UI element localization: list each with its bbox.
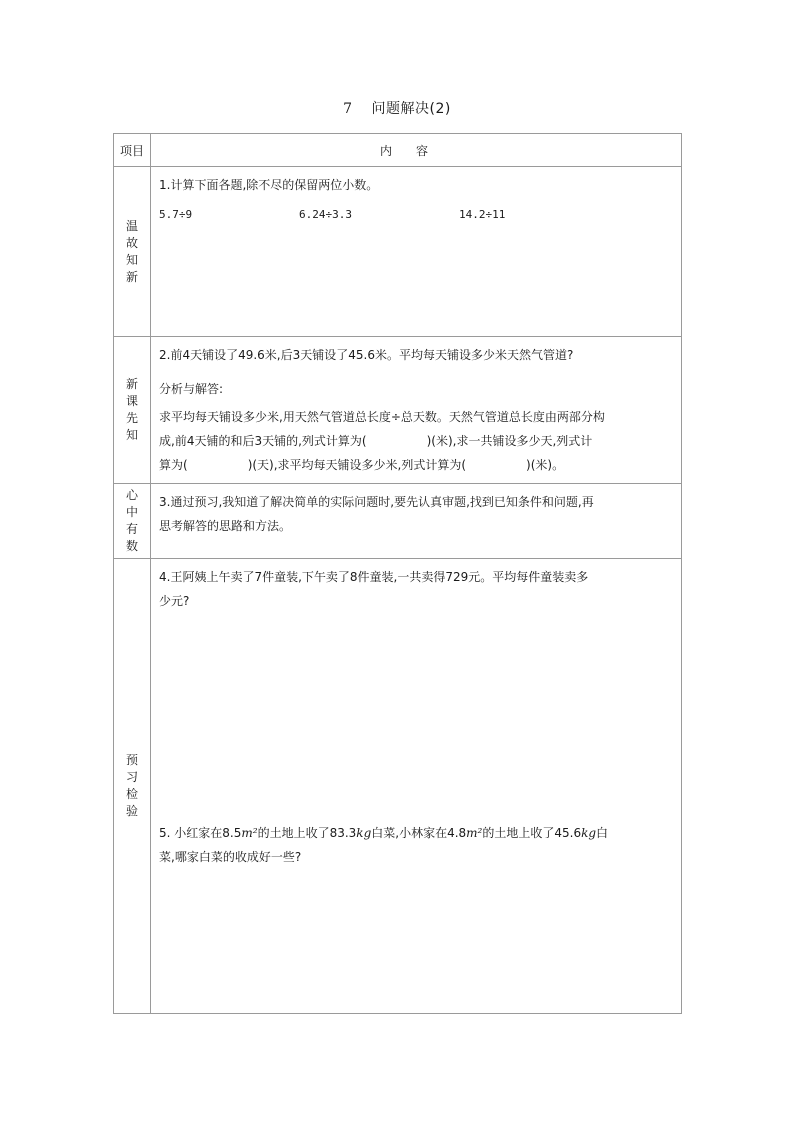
q2-line1: 求平均每天铺设多少米,用天然气管道总长度÷总天数。天然气管道总长度由两部分构 <box>159 410 605 424</box>
q3-line2: 思考解答的思路和方法。 <box>159 519 292 533</box>
header-item: 项目 <box>114 134 151 167</box>
q4-line1: 4.王阿姨上午卖了7件童装,下午卖了8件童装,一共卖得729元。平均每件童装卖多 <box>159 570 589 584</box>
section-label-review: 温故知新 <box>125 218 138 284</box>
q2-line2: 成,前4天铺的和后3天铺的,列式计算为( )(米),求一共铺设多少天,列式计 <box>159 434 593 448</box>
section-check <box>114 559 682 1014</box>
section-label-understand: 心中有数 <box>125 488 138 553</box>
title-number: 7 <box>343 101 353 117</box>
q5-line2: 菜,哪家白菜的收成好一些? <box>159 850 302 864</box>
page-title <box>0 98 794 118</box>
q1-prompt: 1.计算下面各题,除不尽的保留两位小数。 <box>159 178 379 192</box>
q1-expr-2: 6.24÷3.3 <box>299 208 352 221</box>
section-understand <box>114 484 682 559</box>
q1-expr-3: 14.2÷11 <box>459 208 506 221</box>
q5-block <box>159 821 673 869</box>
q4-line2: 少元? <box>159 594 190 608</box>
section-review <box>114 167 682 337</box>
section-label-check: 预习检验 <box>125 753 138 818</box>
q5-line1: 5. 小红家在8.5m²的土地上收了83.3kg白菜,小林家在4.8m²的土地上收了45.6kg白 <box>159 826 609 840</box>
worksheet-table <box>113 133 682 1014</box>
q1-expressions <box>159 203 673 227</box>
q2-line3: 算为( )(天),求平均每天铺设多少米,列式计算为( )(米)。 <box>159 458 565 472</box>
section-label-preview: 新课先知 <box>125 377 138 442</box>
title-text: 问题解决(2) <box>371 101 451 117</box>
q3-line1: 3.通过预习,我知道了解决简单的实际问题时,要先认真审题,找到已知条件和问题,再 <box>159 495 594 509</box>
q1-expr-1: 5.7÷9 <box>159 208 193 221</box>
q2-prompt: 2.前4天铺设了49.6米,后3天铺设了45.6米。平均每天铺设多少米天然气管道? <box>159 348 574 362</box>
header-row <box>114 134 682 167</box>
section-preview <box>114 337 682 484</box>
header-content: 内容 <box>151 134 682 167</box>
q2-analysis-title: 分析与解答: <box>159 382 224 396</box>
